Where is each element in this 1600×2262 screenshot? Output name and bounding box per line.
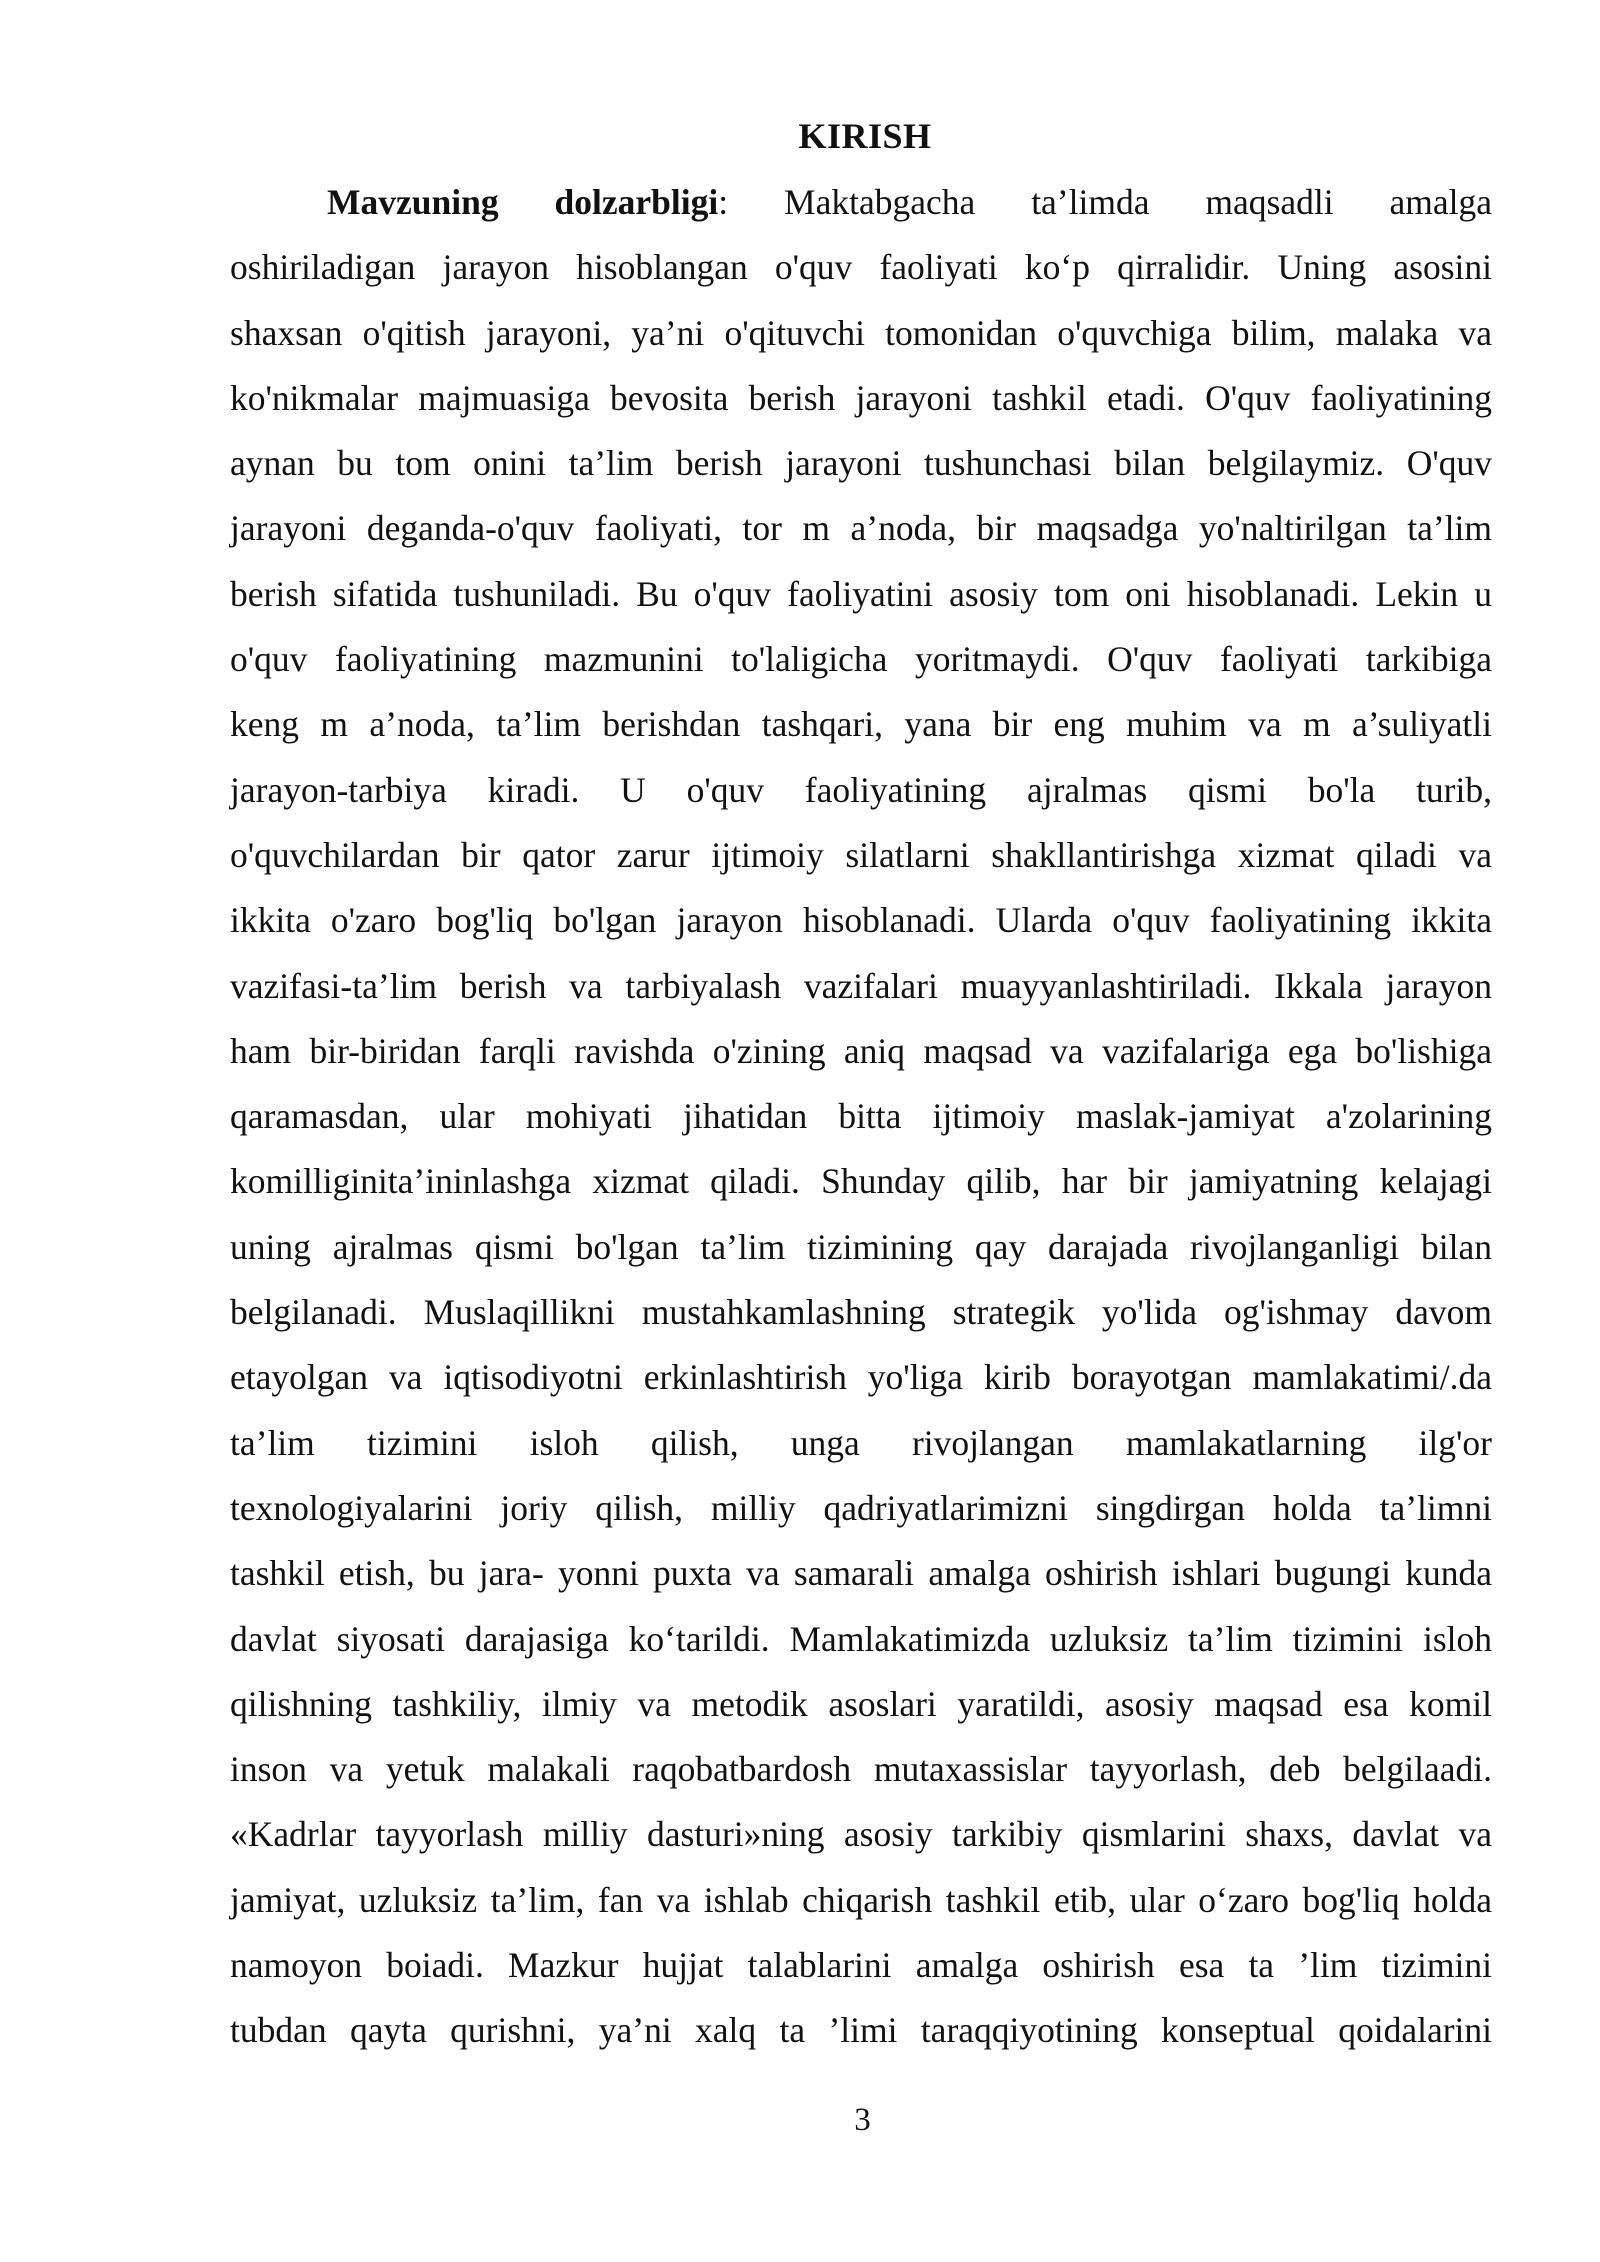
paragraph-line: uning ajralmas qismi bo'lgan ta’lim tizimining qay darajada rivojlanganligi bilan bbox=[230, 1226, 1492, 1267]
first-line-text: Maktabgacha ta’limda maqsadli amalga bbox=[728, 182, 1492, 222]
paragraph-line: ham bir-biridan farqli ravishda o'zining aniq maqsad va vazifalariga ega bo'lishiga bbox=[230, 1030, 1492, 1071]
paragraph-line: oshiriladigan jarayon hisoblangan o'quv faoliyati ko‘p qirralidir. Uning asosini bbox=[230, 247, 1492, 288]
paragraph-line: namoyon boiadi. Mazkur hujjat talablarini amalga oshirish esa ta ’lim tizimini bbox=[230, 1945, 1492, 1986]
paragraph-line: ta’lim tizimini isloh qilish, unga rivojlangan mamlakatlarning ilg'or bbox=[230, 1422, 1492, 1463]
paragraph-line: o'quv faoliyatining mazmunini to'laligicha yoritmaydi. O'quv faoliyati tarkibiga bbox=[230, 639, 1492, 680]
paragraph-line: komilliginita’ininlashga xizmat qiladi. Shunday qilib, har bir jamiyatning kelajagi bbox=[230, 1161, 1492, 1202]
paragraph-line: jamiyat, uzluksiz ta’lim, fan va ishlab chiqarish tashkil etib, ular o‘zaro bog'liq holda bbox=[230, 1879, 1492, 1920]
paragraph-line: texnologiyalarini joriy qilish, milliy qadriyatlarimizni singdirgan holda ta’limni bbox=[230, 1487, 1492, 1528]
paragraph-line: tashkil etish, bu jara- yonni puxta va samarali amalga oshirish ishlari bugungi kunda bbox=[230, 1553, 1492, 1594]
paragraph-line: tubdan qayta qurishni, ya’ni xalq ta ’limi taraqqiyotining konseptual qoidalarini bbox=[230, 2010, 1492, 2051]
lead-term: Mavzuning dolzarbligi bbox=[327, 182, 719, 222]
paragraph-line: aynan bu tom onini ta’lim berish jarayoni tushunchasi bilan belgilaymiz. O'quv bbox=[230, 443, 1492, 484]
paragraph-line: jarayoni deganda-o'quv faoliyati, tor m a’noda, bir maqsadga yo'naltirilgan ta’lim bbox=[230, 508, 1492, 549]
page-number: 3 bbox=[854, 2102, 871, 2138]
paragraph-line: jarayon-tarbiya kiradi. U o'quv faoliyatining ajralmas qismi bo'la turib, bbox=[230, 769, 1492, 810]
paragraph-line: berish sifatida tushuniladi. Bu o'quv faoliyatini asosiy tom oni hisoblanadi. Lekin u bbox=[230, 573, 1492, 614]
paragraph-line: davlat siyosati darajasiga ko‘tarildi. Mamlakatimizda uzluksiz ta’lim tizimini isloh bbox=[230, 1618, 1492, 1659]
paragraph-line-first bbox=[230, 170, 1492, 235]
paragraph-line: keng m a’noda, ta’lim berishdan tashqari, yana bir eng muhim va m a’suliyatli bbox=[230, 704, 1492, 745]
paragraph-line: qilishning tashkiliy, ilmiy va metodik asoslari yaratildi, asosiy maqsad esa komil bbox=[230, 1683, 1492, 1724]
paragraph-line: ko'nikmalar majmuasiga bevosita berish jarayoni tashkil etadi. O'quv faoliyatining bbox=[230, 377, 1492, 418]
paragraph-line: belgilanadi. Muslaqillikni mustahkamlashning strategik yo'lida og'ishmay davom bbox=[230, 1292, 1492, 1333]
lead-separator: : bbox=[718, 182, 729, 222]
paragraph-line: qaramasdan, ular mohiyati jihatidan bitta ijtimoiy maslak-jamiyat a'zolarining bbox=[230, 1096, 1492, 1137]
paragraph-line: o'quvchilardan bir qator zarur ijtimoiy silatlarni shakllantirishga xizmat qiladi va bbox=[230, 834, 1492, 875]
paragraph-line: «Kadrlar tayyorlash milliy dasturi»ning asosiy tarkibiy qismlarini shaxs, davlat va bbox=[230, 1814, 1492, 1855]
section-heading: KIRISH bbox=[798, 116, 932, 156]
paragraph-line: inson va yetuk malakali raqobatbardosh mutaxassislar tayyorlash, deb belgilaadi. bbox=[230, 1749, 1492, 1790]
body-paragraph bbox=[230, 170, 1492, 2064]
paragraph-line: shaxsan o'qitish jarayoni, ya’ni o'qituvchi tomonidan o'quvchiga bilim, malaka va bbox=[230, 312, 1492, 353]
paragraph-line: ikkita o'zaro bog'liq bo'lgan jarayon hisoblanadi. Ularda o'quv faoliyatining ikkita bbox=[230, 900, 1492, 941]
paragraph-line: vazifasi-ta’lim berish va tarbiyalash vazifalari muayyanlashtiriladi. Ikkala jarayon bbox=[230, 965, 1492, 1006]
paragraph-line: etayolgan va iqtisodiyotni erkinlashtirish yo'liga kirib borayotgan mamlakatimi/.da bbox=[230, 1357, 1492, 1398]
